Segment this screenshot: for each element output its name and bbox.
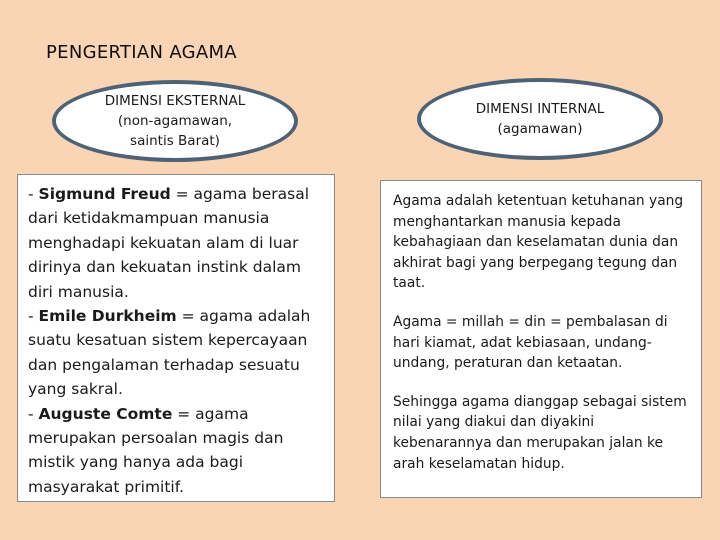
internal-definitions-box (380, 180, 702, 498)
comte-definition: - Auguste Comte = agama merupakan persoalan magis dan mistik yang hanya ada bagi masyarakat primitif. (28, 404, 284, 496)
durkheim-name: Emile Durkheim (38, 307, 177, 326)
internal-dimension-sub: (agamawan) (497, 121, 583, 137)
freud-definition: - Sigmund Freud = agama berasal dari ketidakmampuan manusia menghadapi kekuatan alam di luar dirinya dan kekuatan instink dalam diri manusia. (28, 185, 310, 301)
freud-name: Sigmund Freud (38, 185, 171, 203)
comte-name: Auguste Comte (38, 404, 173, 423)
page-title: PENGERTIAN AGAMA (46, 42, 237, 63)
external-dimension-ellipse (52, 80, 298, 162)
external-dimension-sub1: (non-agamawan, (117, 112, 233, 129)
internal-paragraph-2: Agama = millah = din = pembalasan di hari kiamat, adat kebiasaan, undang-undang, peraturan dan ketaatan. (393, 313, 668, 372)
external-dimension-sub2: saintis Barat) (130, 133, 220, 150)
internal-paragraph-3: Sehingga agama dianggap sebagai sistem nilai yang diakui dan diyakini kebenarannya dan merupakan jalan ke arah keselamatan hidup. (393, 393, 687, 472)
external-definitions-box (17, 174, 335, 502)
external-dimension-label: DIMENSI EKSTERNAL (104, 92, 246, 109)
internal-dimension-label: DIMENSI INTERNAL (475, 100, 605, 117)
durkheim-definition: - Emile Durkheim = agama adalah suatu kesatuan sistem kepercayaan dan pengalaman terhadap sesuatu yang sakral. (28, 307, 311, 399)
internal-paragraph-1: Agama adalah ketentuan ketuhanan yang menghantarkan manusia kepada kebahagiaan dan keselamatan dunia dan akhirat bagi yang berpegang tegung dan taat. (393, 193, 684, 292)
internal-dimension-ellipse (417, 78, 663, 160)
